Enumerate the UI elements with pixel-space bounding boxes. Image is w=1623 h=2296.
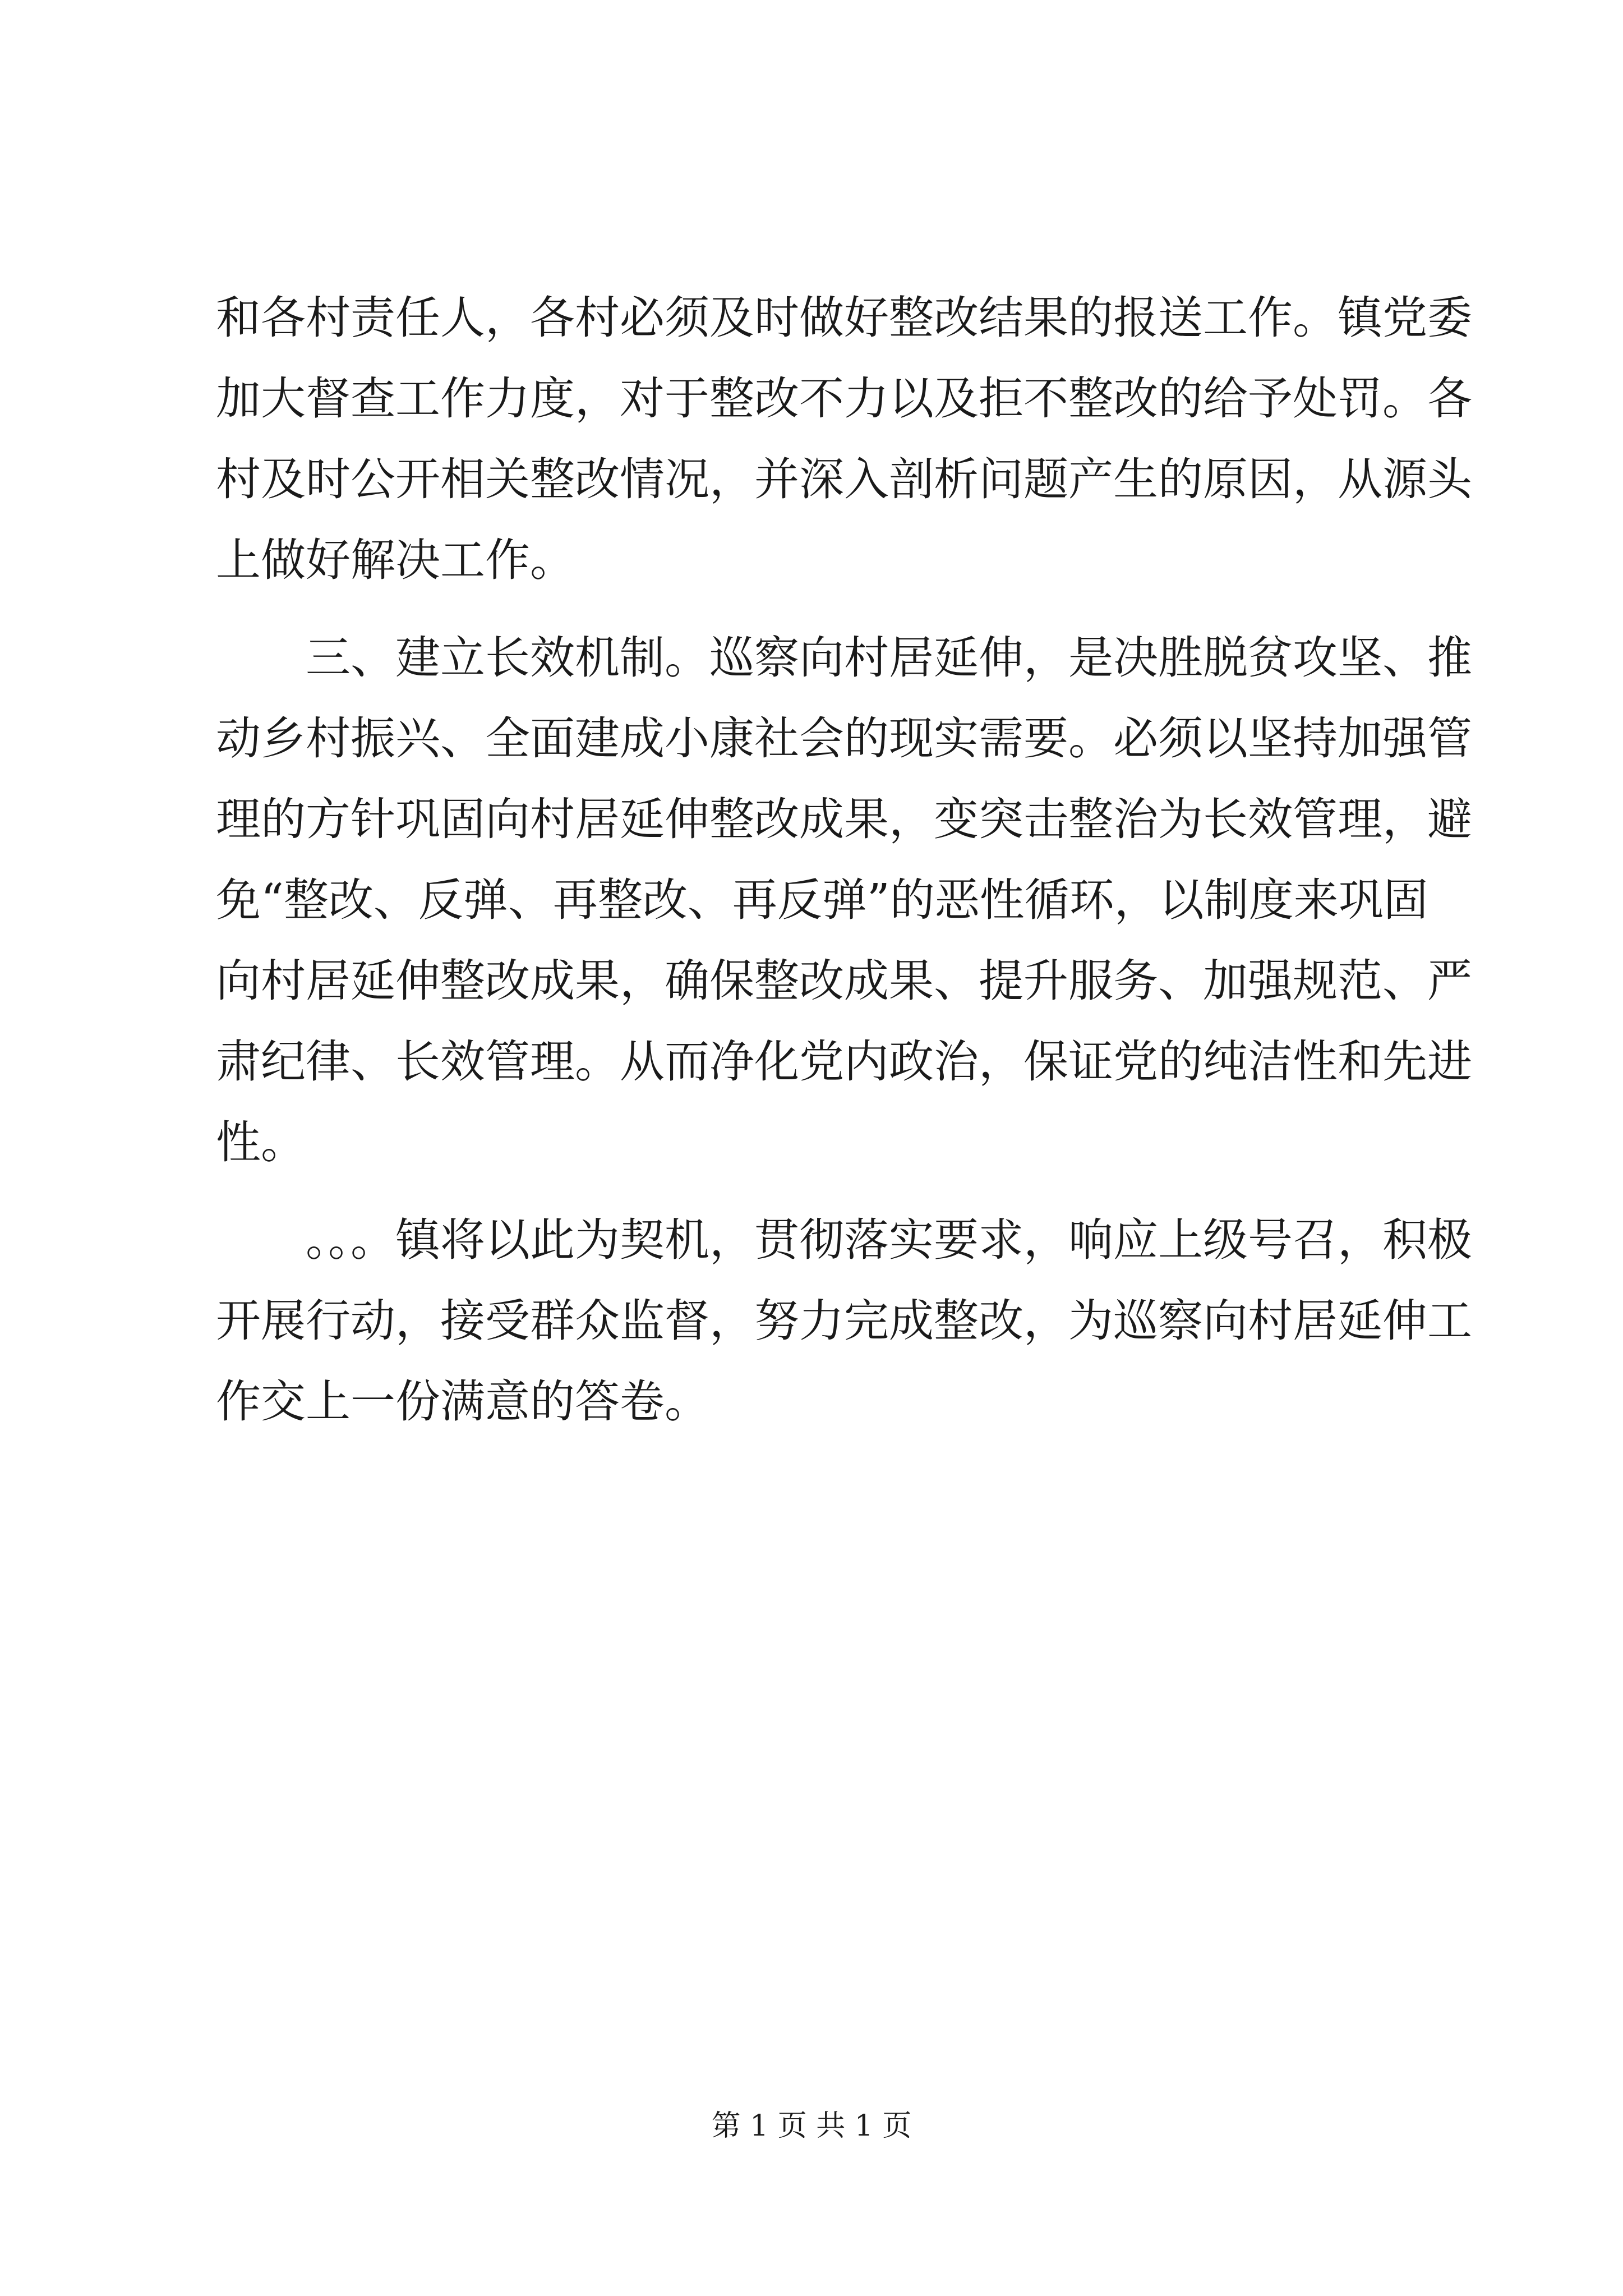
paragraph-2 — [216, 618, 1472, 1183]
page-footer — [0, 2106, 1623, 2146]
paragraph-line: 和各村责任人，各村必须及时做好整改结果的报送工作。镇党委 — [216, 292, 1472, 344]
paragraph-3 — [216, 1200, 1472, 1442]
paragraph-line: 理的方针巩固向村居延伸整改成果，变突击整治为长效管理，避 — [216, 793, 1472, 845]
paragraph-line: 性。 — [216, 1116, 306, 1168]
paragraph-line: 。。。镇将以此为契机，贯彻落实要求，响应上级号召，积极 — [306, 1214, 1472, 1266]
paragraph-spacer — [216, 1183, 1419, 1200]
paragraph-line: 动乡村振兴、全面建成小康社会的现实需要。必须以坚持加强管 — [216, 712, 1472, 765]
paragraph-line: 加大督查工作力度，对于整改不力以及拒不整改的给予处罚。各 — [216, 372, 1472, 425]
paragraph-line: 开展行动，接受群众监督，努力完成整改，为巡察向村居延伸工 — [216, 1295, 1472, 1347]
paragraph-line: 三、建立长效机制。巡察向村居延伸，是决胜脱贫攻坚、推 — [306, 632, 1472, 684]
paragraph-line: 肃纪律、长效管理。从而净化党内政治，保证党的纯洁性和先进 — [216, 1036, 1472, 1088]
document-body — [216, 278, 1472, 1442]
paragraph-line: 上做好解决工作。 — [216, 534, 575, 586]
paragraph-line: 免“整改、反弹、再整改、再反弹”的恶性循环，以制度来巩固 — [216, 874, 1428, 926]
page-number-label: 第 1 页 共 1 页 — [711, 2109, 912, 2143]
paragraph-line: 作交上一份满意的答卷。 — [216, 1375, 709, 1428]
paragraph-1 — [216, 278, 1472, 601]
paragraph-line: 向村居延伸整改成果，确保整改成果、提升服务、加强规范、严 — [216, 955, 1472, 1007]
paragraph-spacer — [216, 601, 1419, 618]
paragraph-line: 村及时公开相关整改情况，并深入剖析问题产生的原因，从源头 — [216, 453, 1472, 505]
